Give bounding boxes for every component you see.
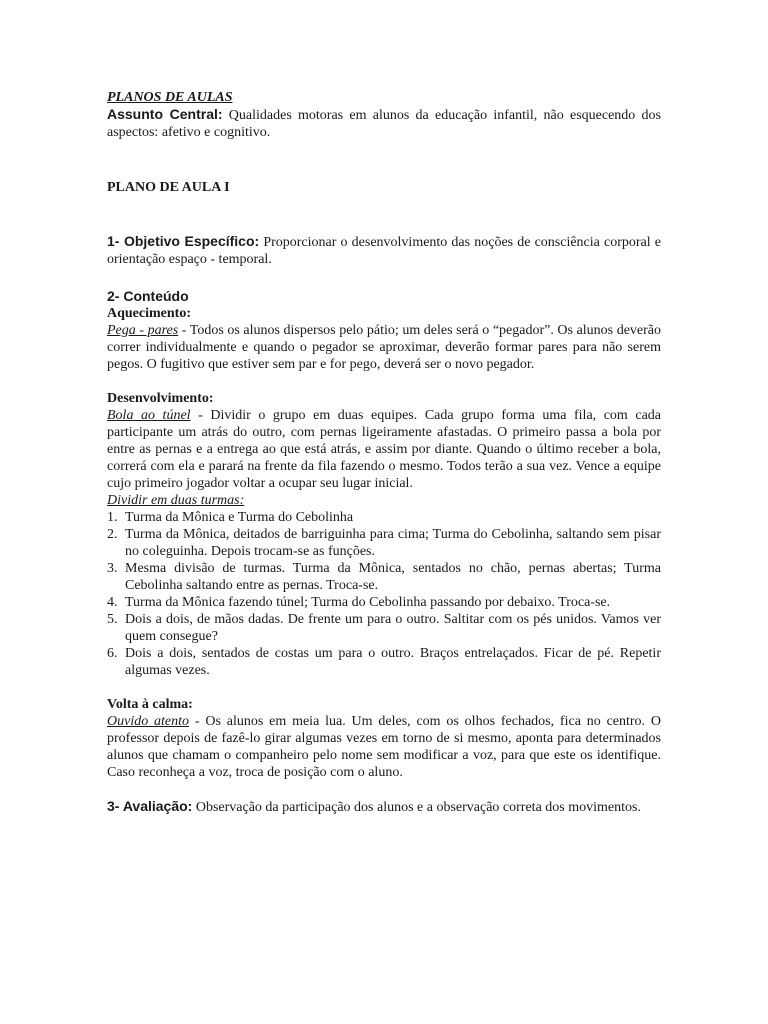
list-item-number: 1. <box>107 510 118 525</box>
list-item <box>107 509 661 526</box>
plan-title: PLANO DE AULA I <box>107 180 230 195</box>
list-item <box>107 645 661 679</box>
list-item-number: 6. <box>107 646 118 661</box>
evaluation-label: 3- Avaliação: <box>107 798 193 814</box>
list-item-text: Mesma divisão de turmas. Turma da Mônica, sentados no chão, pernas abertas; Turma Cebolinha saltando entre as pernas. Troca-se. <box>125 561 661 593</box>
evaluation-text: Observação da participação dos alunos e a observação correta dos movimentos. <box>192 800 641 815</box>
objective-label: 1- Objetivo Específico: <box>107 233 260 249</box>
groups-heading: Dividir em duas turmas: <box>107 493 245 508</box>
list-item-text: Dois a dois, de mãos dadas. De frente um para o outro. Saltitar com os pés unidos. Vamos ver quem consegue? <box>125 612 661 644</box>
list-item-number: 3. <box>107 561 118 576</box>
central-subject-label: Assunto Central: <box>107 106 223 122</box>
list-item <box>107 526 661 560</box>
list-item-text: Turma da Mônica, deitados de barriguinha para cima; Turma do Cebolinha, saltando sem pisar no coleguinha. Depois trocam-se as funções. <box>125 527 661 559</box>
cooldown-game-name: Ouvido atento <box>107 714 190 729</box>
list-item-text: Dois a dois, sentados de costas um para o outro. Braços entrelaçados. Ficar de pé. Repetir algumas vezes. <box>125 646 661 678</box>
warmup-game-name: Pega - pares <box>107 323 179 338</box>
central-subject-text: Qualidades motoras em alunos da educação infantil, não esquecendo dos aspectos: afetivo e cognitivo. <box>107 108 661 140</box>
cooldown-paragraph <box>107 713 661 781</box>
central-subject <box>107 106 661 141</box>
evaluation-paragraph <box>107 798 661 816</box>
list-item-text: Turma da Mônica fazendo túnel; Turma do Cebolinha passando por debaixo. Troca-se. <box>125 595 611 610</box>
document-page <box>107 89 661 816</box>
cooldown-heading: Volta à calma: <box>107 697 193 712</box>
list-item <box>107 611 661 645</box>
groups-list <box>107 509 661 679</box>
development-game-name: Bola ao túnel <box>107 408 191 423</box>
list-item <box>107 594 661 611</box>
warmup-text: - Todos os alunos dispersos pelo pátio; um deles será o “pegador”. Os alunos deverão correr individualmente e quando o pegador se aproximar, deverão formar pares para não serem pegos. O fugitivo que estiver sem par e for pego, deverá ser o novo pegador. <box>107 323 661 372</box>
document-title: PLANOS DE AULAS <box>107 90 233 105</box>
development-heading: Desenvolvimento: <box>107 391 214 406</box>
list-item-number: 2. <box>107 527 118 542</box>
list-item-number: 4. <box>107 595 118 610</box>
development-text: - Dividir o grupo em duas equipes. Cada grupo forma uma fila, com cada participante um atrás do outro, com pernas ligeiramente afastadas. O primeiro passa a bola por entre as pernas e a entrega ao que está atrás, e assim por diante. Quando o último receber a bola, correrá com ela e parará na frente da fila fazendo o mesmo. Todos terão a sua vez. Vence a equipe cujo primeiro jogador voltar a ocupar seu lugar inicial. <box>107 408 662 491</box>
content-heading: 2- Conteúdo <box>107 288 189 304</box>
warmup-heading: Aquecimento: <box>107 306 191 321</box>
list-item-text: Turma da Mônica e Turma do Cebolinha <box>125 510 354 525</box>
cooldown-text: - Os alunos em meia lua. Um deles, com os olhos fechados, fica no centro. O professor depois de fazê-lo girar algumas vezes em torno de si mesmo, aponta para determinados alunos que chamam o companheiro pelo nome sem modificar a voz, para que este os identifique. Caso reconheça a voz, troca de posição com o aluno. <box>107 714 661 780</box>
objective-paragraph <box>107 233 661 268</box>
warmup-paragraph <box>107 322 661 373</box>
list-item-number: 5. <box>107 612 118 627</box>
list-item <box>107 560 661 594</box>
objective-text: Proporcionar o desenvolvimento das noções de consciência corporal e orientação espaço - temporal. <box>107 235 661 267</box>
development-paragraph <box>107 407 661 492</box>
